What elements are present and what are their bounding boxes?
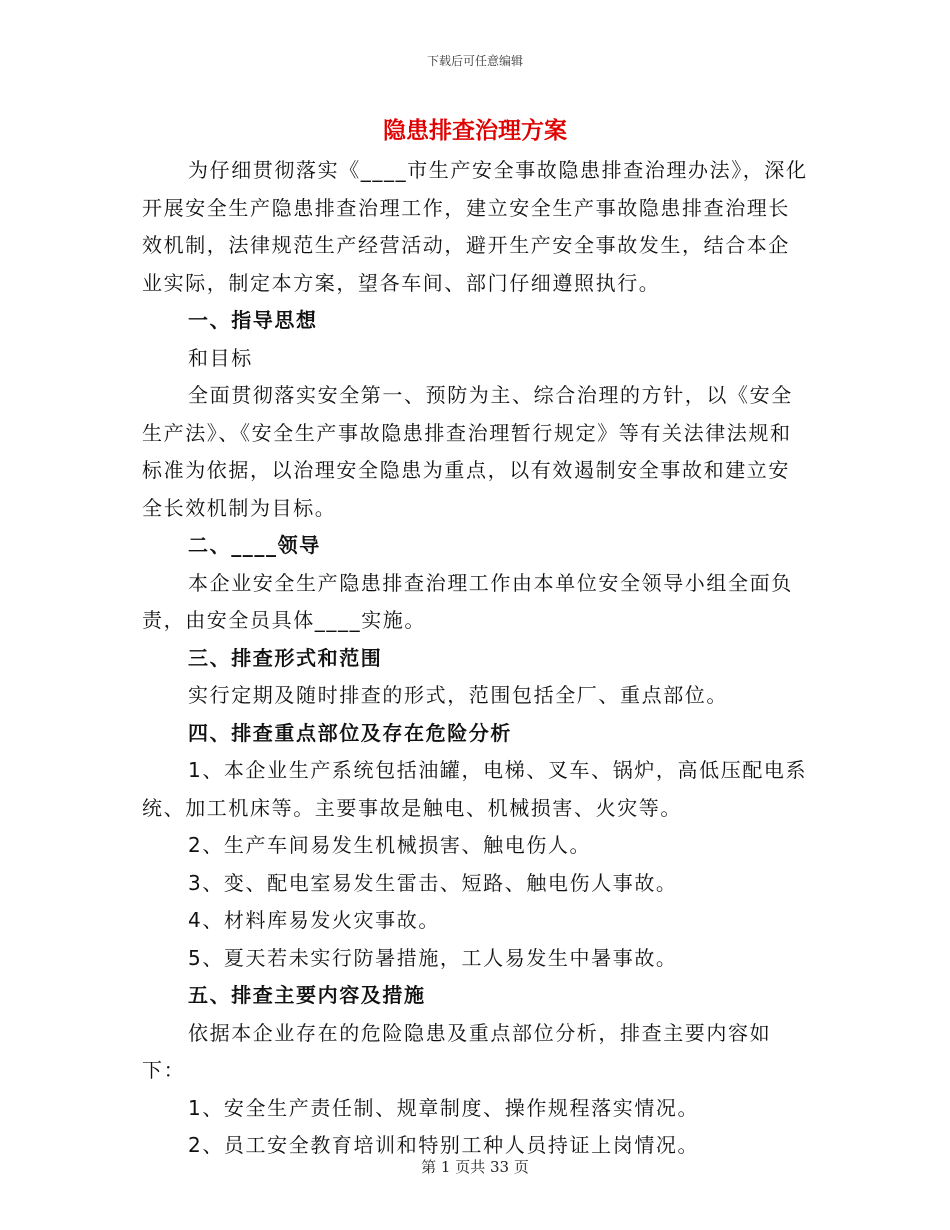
paragraph: 4、材料库易发火灾事故。 [188,908,440,932]
paragraph: 为仔细贯彻落实《____市生产安全事故隐患排查治理办法》，深化开展安全生产隐患排查治理工作，建立安全生产事故隐患排查治理长效机制，法律规范生产经营活动，避开生产安全事故发生，结合本企业实际，制定本方案，望各车间、部门仔细遵照执行。 [142,158,808,295]
paragraph: 1、安全生产责任制、规章制度、操作规程落实情况。 [188,1095,700,1120]
paragraph: 5、夏天若未实行防暑措施，工人易发生中暑事故。 [188,945,678,970]
paragraph: 和目标 [188,345,253,370]
section-heading: 五、排查主要内容及措施 [188,983,426,1007]
paragraph: 全面贯彻落实安全第一、预防为主、综合治理的方针，以《安全生产法》、《安全生产事故隐患排查治理暂行规定》等有关法律法规和标准为依据，以治理安全隐患为重点，以有效遏制安全事故和建立安全长效机制为目标。 [142,383,793,520]
page-header: 下载后可任意编辑 [426,54,523,68]
section-heading: 一、指导思想 [188,308,318,332]
paragraph: 3、变、配电室易发生雷击、短路、触电伤人事故。 [188,870,678,895]
paragraph: 2、员工安全教育培训和特别工种人员持证上岗情况。 [188,1133,700,1157]
document-title: 隐患排查治理方案 [383,118,567,144]
paragraph: 1、本企业生产系统包括油罐，电梯、叉车、锅炉，高低压配电系统、加工机床等。主要事故是触电、机械损害、火灾等。 [142,758,808,820]
section-heading: 四、排查重点部位及存在危险分析 [188,720,512,745]
paragraph: 实行定期及随时排查的形式，范围包括全厂、重点部位。 [188,683,728,707]
paragraph: 本企业安全生产隐患排查治理工作由本单位安全领导小组全面负责，由安全员具体____实施。 [142,570,793,632]
section-heading: 三、排查形式和范围 [188,645,383,670]
page-footer: 第 1 页共 33 页 [421,1158,529,1176]
paragraph: 2、生产车间易发生机械损害、触电伤人。 [188,833,592,857]
document-body [142,152,808,1165]
section-heading: 二、____领导 [188,533,321,557]
paragraph: 依据本企业存在的危险隐患及重点部位分析，排查主要内容如下： [142,1020,772,1082]
